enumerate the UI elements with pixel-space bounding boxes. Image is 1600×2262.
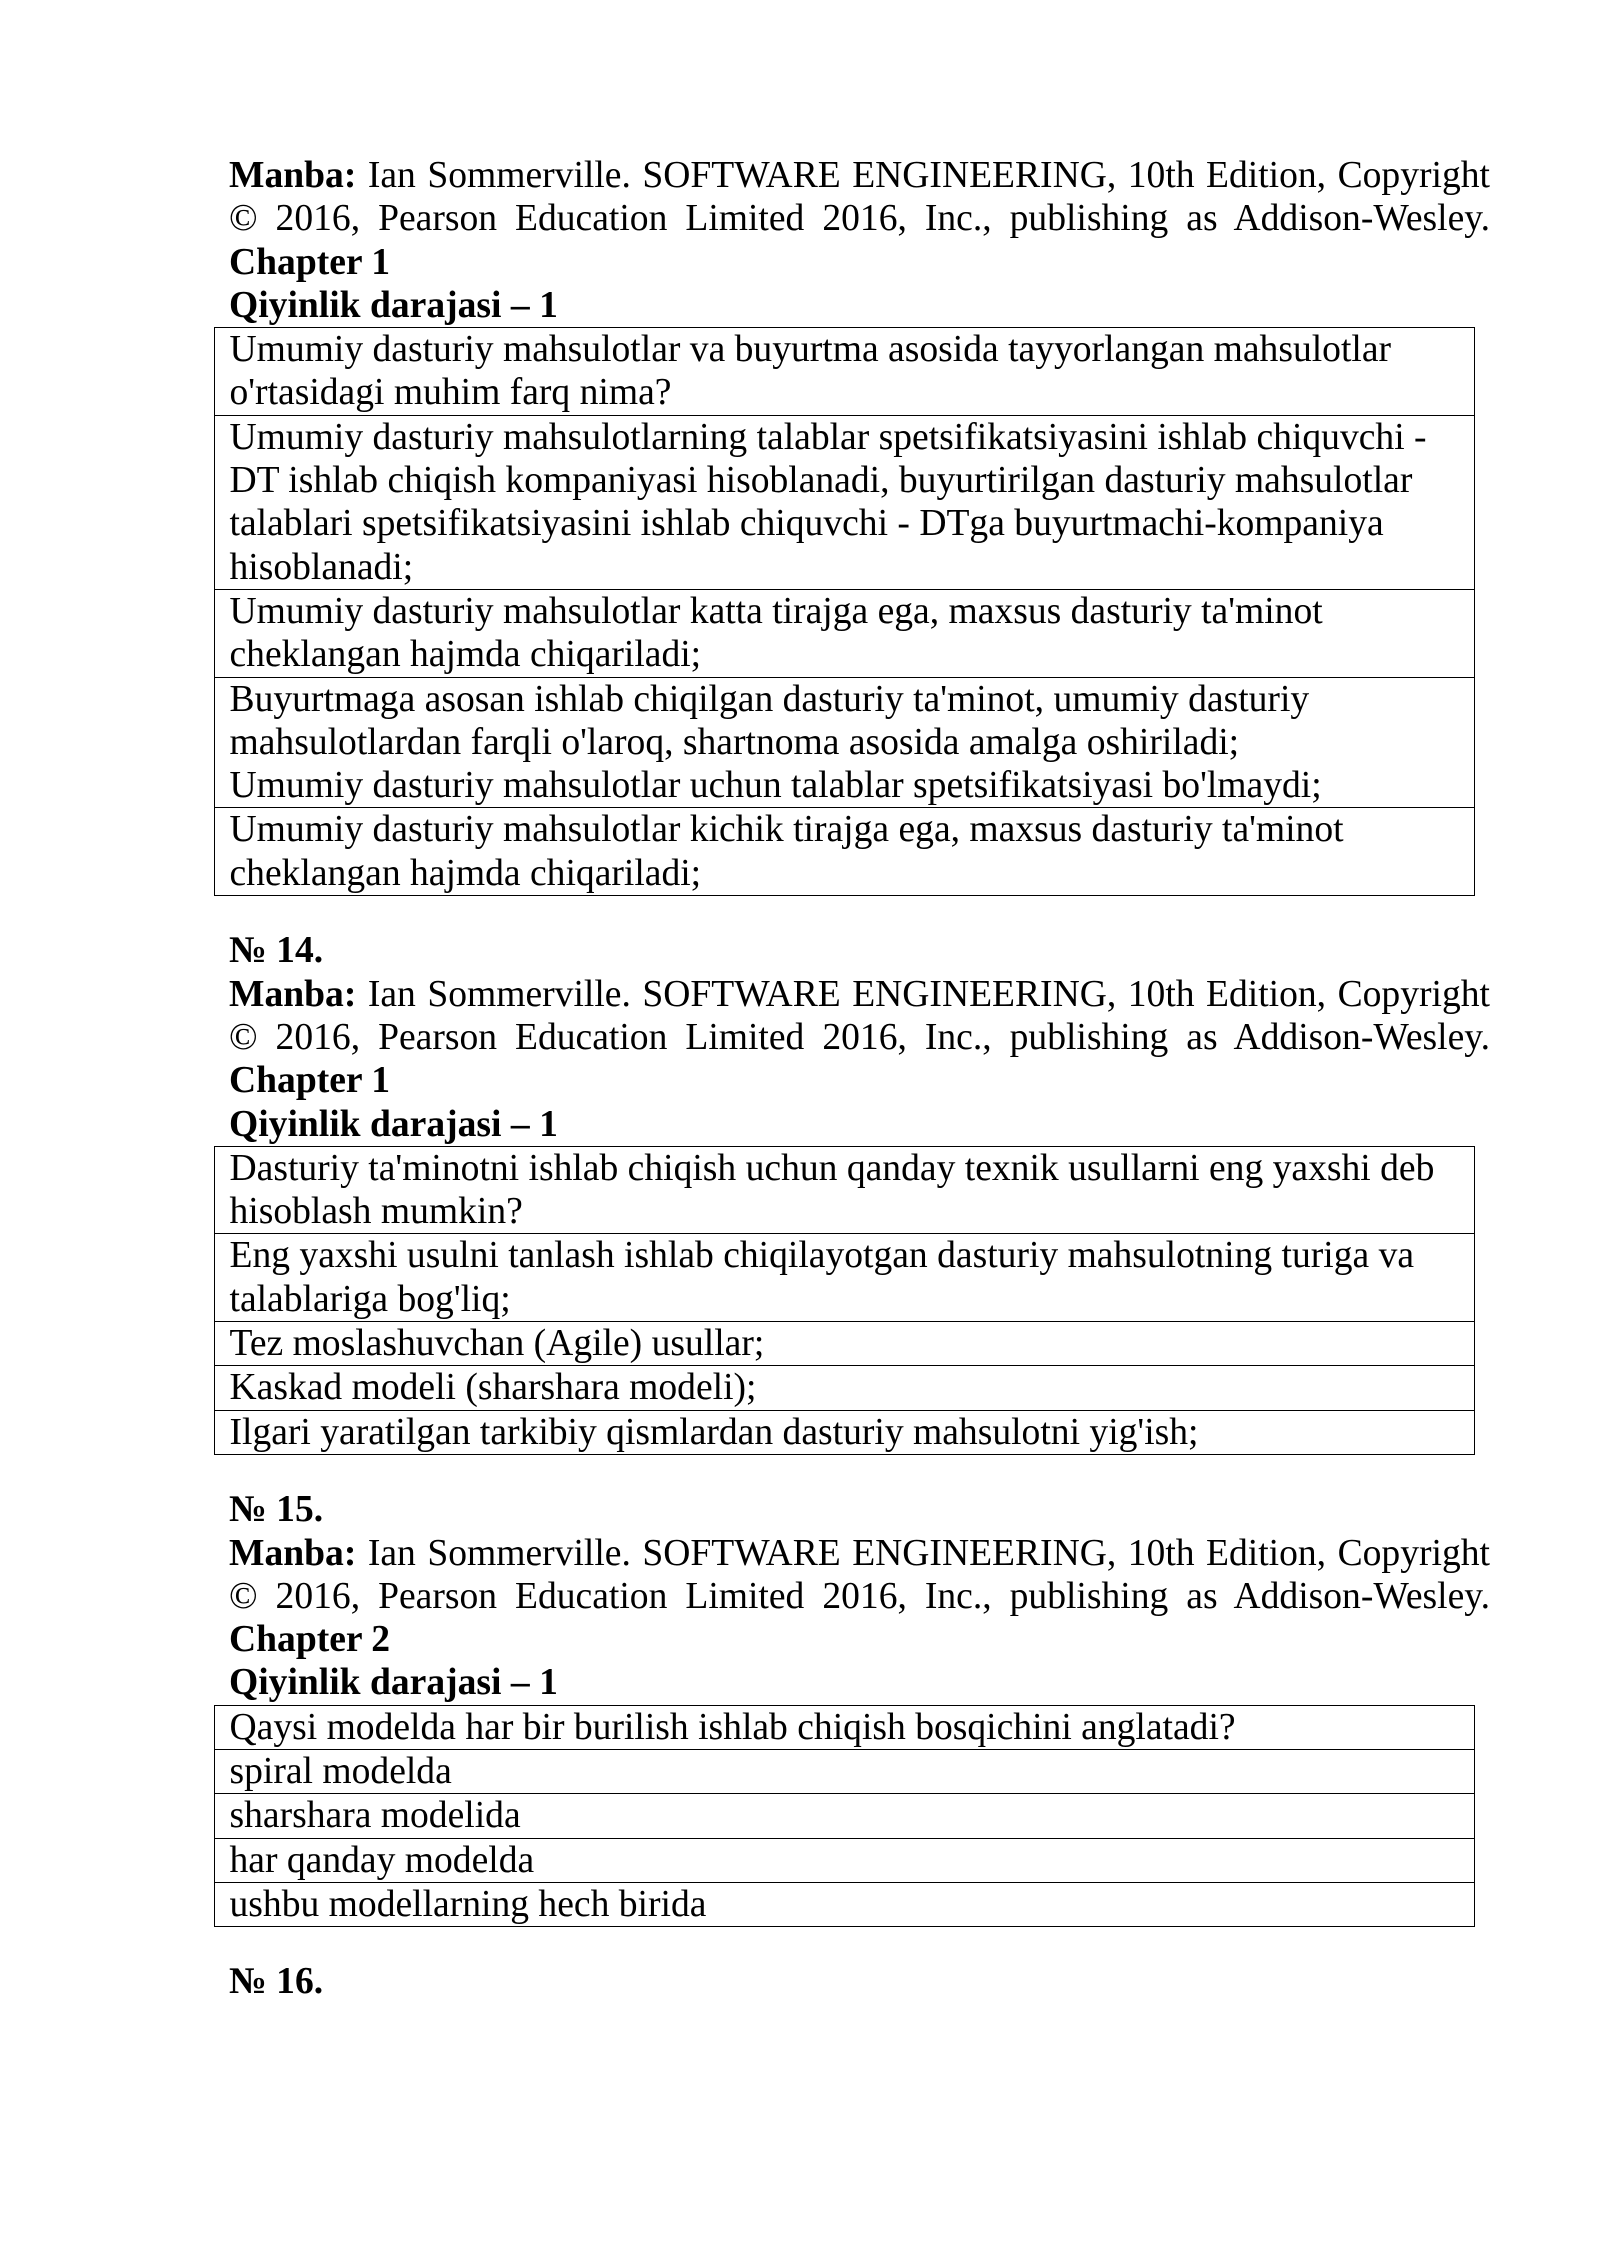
- chapter-label: Chapter 2: [229, 1619, 391, 1661]
- answer-option-row: [215, 1322, 1475, 1366]
- answer-option-text: Umumiy dasturiy mahsulotlar katta tirajga ega, maxsus dasturiy ta'minot cheklangan hajmda chiqariladi;: [229, 590, 1323, 676]
- answer-option-cell: [215, 1366, 1475, 1410]
- source-label: Manba:: [229, 1532, 357, 1574]
- question-block: [229, 154, 1490, 896]
- answer-option-row: [215, 589, 1475, 677]
- answer-option-cell: [215, 415, 1475, 589]
- document-page: [229, 154, 1490, 2004]
- answer-option-row: [215, 1794, 1475, 1838]
- question-cell: [215, 1705, 1475, 1749]
- answer-option-text: Ilgari yaratilgan tarkibiy qismlardan dasturiy mahsulotni yig'ish;: [229, 1411, 1199, 1453]
- question-row: [215, 1146, 1475, 1234]
- answer-option-cell: [215, 589, 1475, 677]
- answer-option-cell: [215, 1234, 1475, 1322]
- question-text: Dasturiy ta'minotni ishlab chiqish uchun qanday texnik usullarni eng yaxshi deb hisoblash mumkin?: [229, 1147, 1435, 1233]
- answer-option-cell: [215, 1322, 1475, 1366]
- answer-option-cell: [215, 1794, 1475, 1838]
- source-citation: [229, 1532, 1490, 1619]
- question-block: [229, 1488, 1490, 1927]
- chapter-label: Chapter 1: [229, 1060, 391, 1102]
- question-number: № 16.: [229, 1961, 324, 2003]
- source-text: Ian Sommerville. SOFTWARE ENGINEERING, 10th Edition, Copyright © 2016, Pearson Education Limited 2016, Inc., publishing as Addison-Wesley.: [229, 973, 1490, 1058]
- question-row: [215, 1705, 1475, 1749]
- answer-option-text: ushbu modellarning hech birida: [229, 1883, 707, 1925]
- chapter-label: Chapter 1: [229, 241, 391, 283]
- answer-option-text: Eng yaxshi usulni tanlash ishlab chiqilayotgan dasturiy mahsulotning turiga va talablariga bog'liq;: [229, 1235, 1415, 1320]
- source-label: Manba:: [229, 973, 357, 1015]
- source-citation: [229, 154, 1490, 241]
- answer-option-row: [215, 1749, 1475, 1793]
- answer-option-cell: [215, 1882, 1475, 1926]
- answer-option-text: Umumiy dasturiy mahsulotlar uchun talablar spetsifikatsiyasi bo'lmaydi;: [229, 765, 1322, 807]
- source-citation: [229, 973, 1490, 1060]
- question-block: [229, 929, 1490, 1455]
- answer-option-cell: [215, 1749, 1475, 1793]
- answer-option-cell: [215, 677, 1475, 808]
- answer-option-text: sharshara modelida: [229, 1795, 521, 1837]
- question-cell: [215, 1146, 1475, 1234]
- question-text: Qaysi modelda har bir burilish ishlab chiqish bosqichini anglatadi?: [229, 1706, 1236, 1748]
- source-label: Manba:: [229, 155, 357, 196]
- answer-option-row: [215, 415, 1475, 589]
- source-text: Ian Sommerville. SOFTWARE ENGINEERING, 10th Edition, Copyright © 2016, Pearson Education Limited 2016, Inc., publishing as Addison-Wesley.: [229, 1532, 1490, 1617]
- answer-option-cell: [215, 1410, 1475, 1454]
- answer-option-row: [215, 808, 1475, 896]
- answer-option-text: Umumiy dasturiy mahsulotlarning talablar spetsifikatsiyasini ishlab chiquvchi - DT ishlab chiqish kompaniyasi hisoblanadi, buyurtirilgan dasturiy mahsulotlar talablari spetsifikatsiyasini ishlab chiquvchi - DTga buyurtmachi-kompaniya hisoblanadi;: [229, 416, 1427, 588]
- question-text: Umumiy dasturiy mahsulotlar va buyurtma asosida tayyorlangan mahsulotlar o'rtasidagi muhim farq nima?: [229, 329, 1392, 414]
- question-table: [214, 327, 1475, 896]
- question-row: [215, 328, 1475, 416]
- answer-option-text: Tez moslashuvchan (Agile) usullar;: [229, 1323, 765, 1365]
- answer-option-row: [215, 677, 1475, 808]
- source-text: Ian Sommerville. SOFTWARE ENGINEERING, 10th Edition, Copyright © 2016, Pearson Education Limited 2016, Inc., publishing as Addison-Wesley.: [229, 155, 1490, 240]
- answer-option-text: Umumiy dasturiy mahsulotlar kichik tirajga ega, maxsus dasturiy ta'minot cheklangan hajmda chiqariladi;: [229, 809, 1344, 894]
- answer-option-cell: [215, 808, 1475, 896]
- question-cell: [215, 328, 1475, 416]
- answer-option-row: [215, 1366, 1475, 1410]
- question-block: [229, 1960, 1490, 2003]
- difficulty-level: Qiyinlik darajasi – 1: [229, 1103, 558, 1145]
- answer-option-text: Kaskad modeli (sharshara modeli);: [229, 1367, 757, 1409]
- answer-option-row: [215, 1882, 1475, 1926]
- difficulty-level: Qiyinlik darajasi – 1: [229, 1662, 558, 1704]
- difficulty-level: Qiyinlik darajasi – 1: [229, 284, 558, 326]
- question-number: № 14.: [229, 930, 324, 972]
- answer-option-text: har qanday modelda: [229, 1839, 535, 1881]
- answer-option-row: [215, 1410, 1475, 1454]
- answer-option-text: Buyurtmaga asosan ishlab chiqilgan dasturiy ta'minot, umumiy dasturiy mahsulotlardan farqli o'laroq, shartnoma asosida amalga oshiriladi;: [229, 678, 1310, 763]
- answer-option-row: [215, 1838, 1475, 1882]
- question-number: № 15.: [229, 1489, 324, 1531]
- answer-option-row: [215, 1234, 1475, 1322]
- question-table: [214, 1146, 1475, 1455]
- answer-option-cell: [215, 1838, 1475, 1882]
- question-table: [214, 1705, 1475, 1927]
- answer-option-text: spiral modelda: [229, 1750, 452, 1792]
